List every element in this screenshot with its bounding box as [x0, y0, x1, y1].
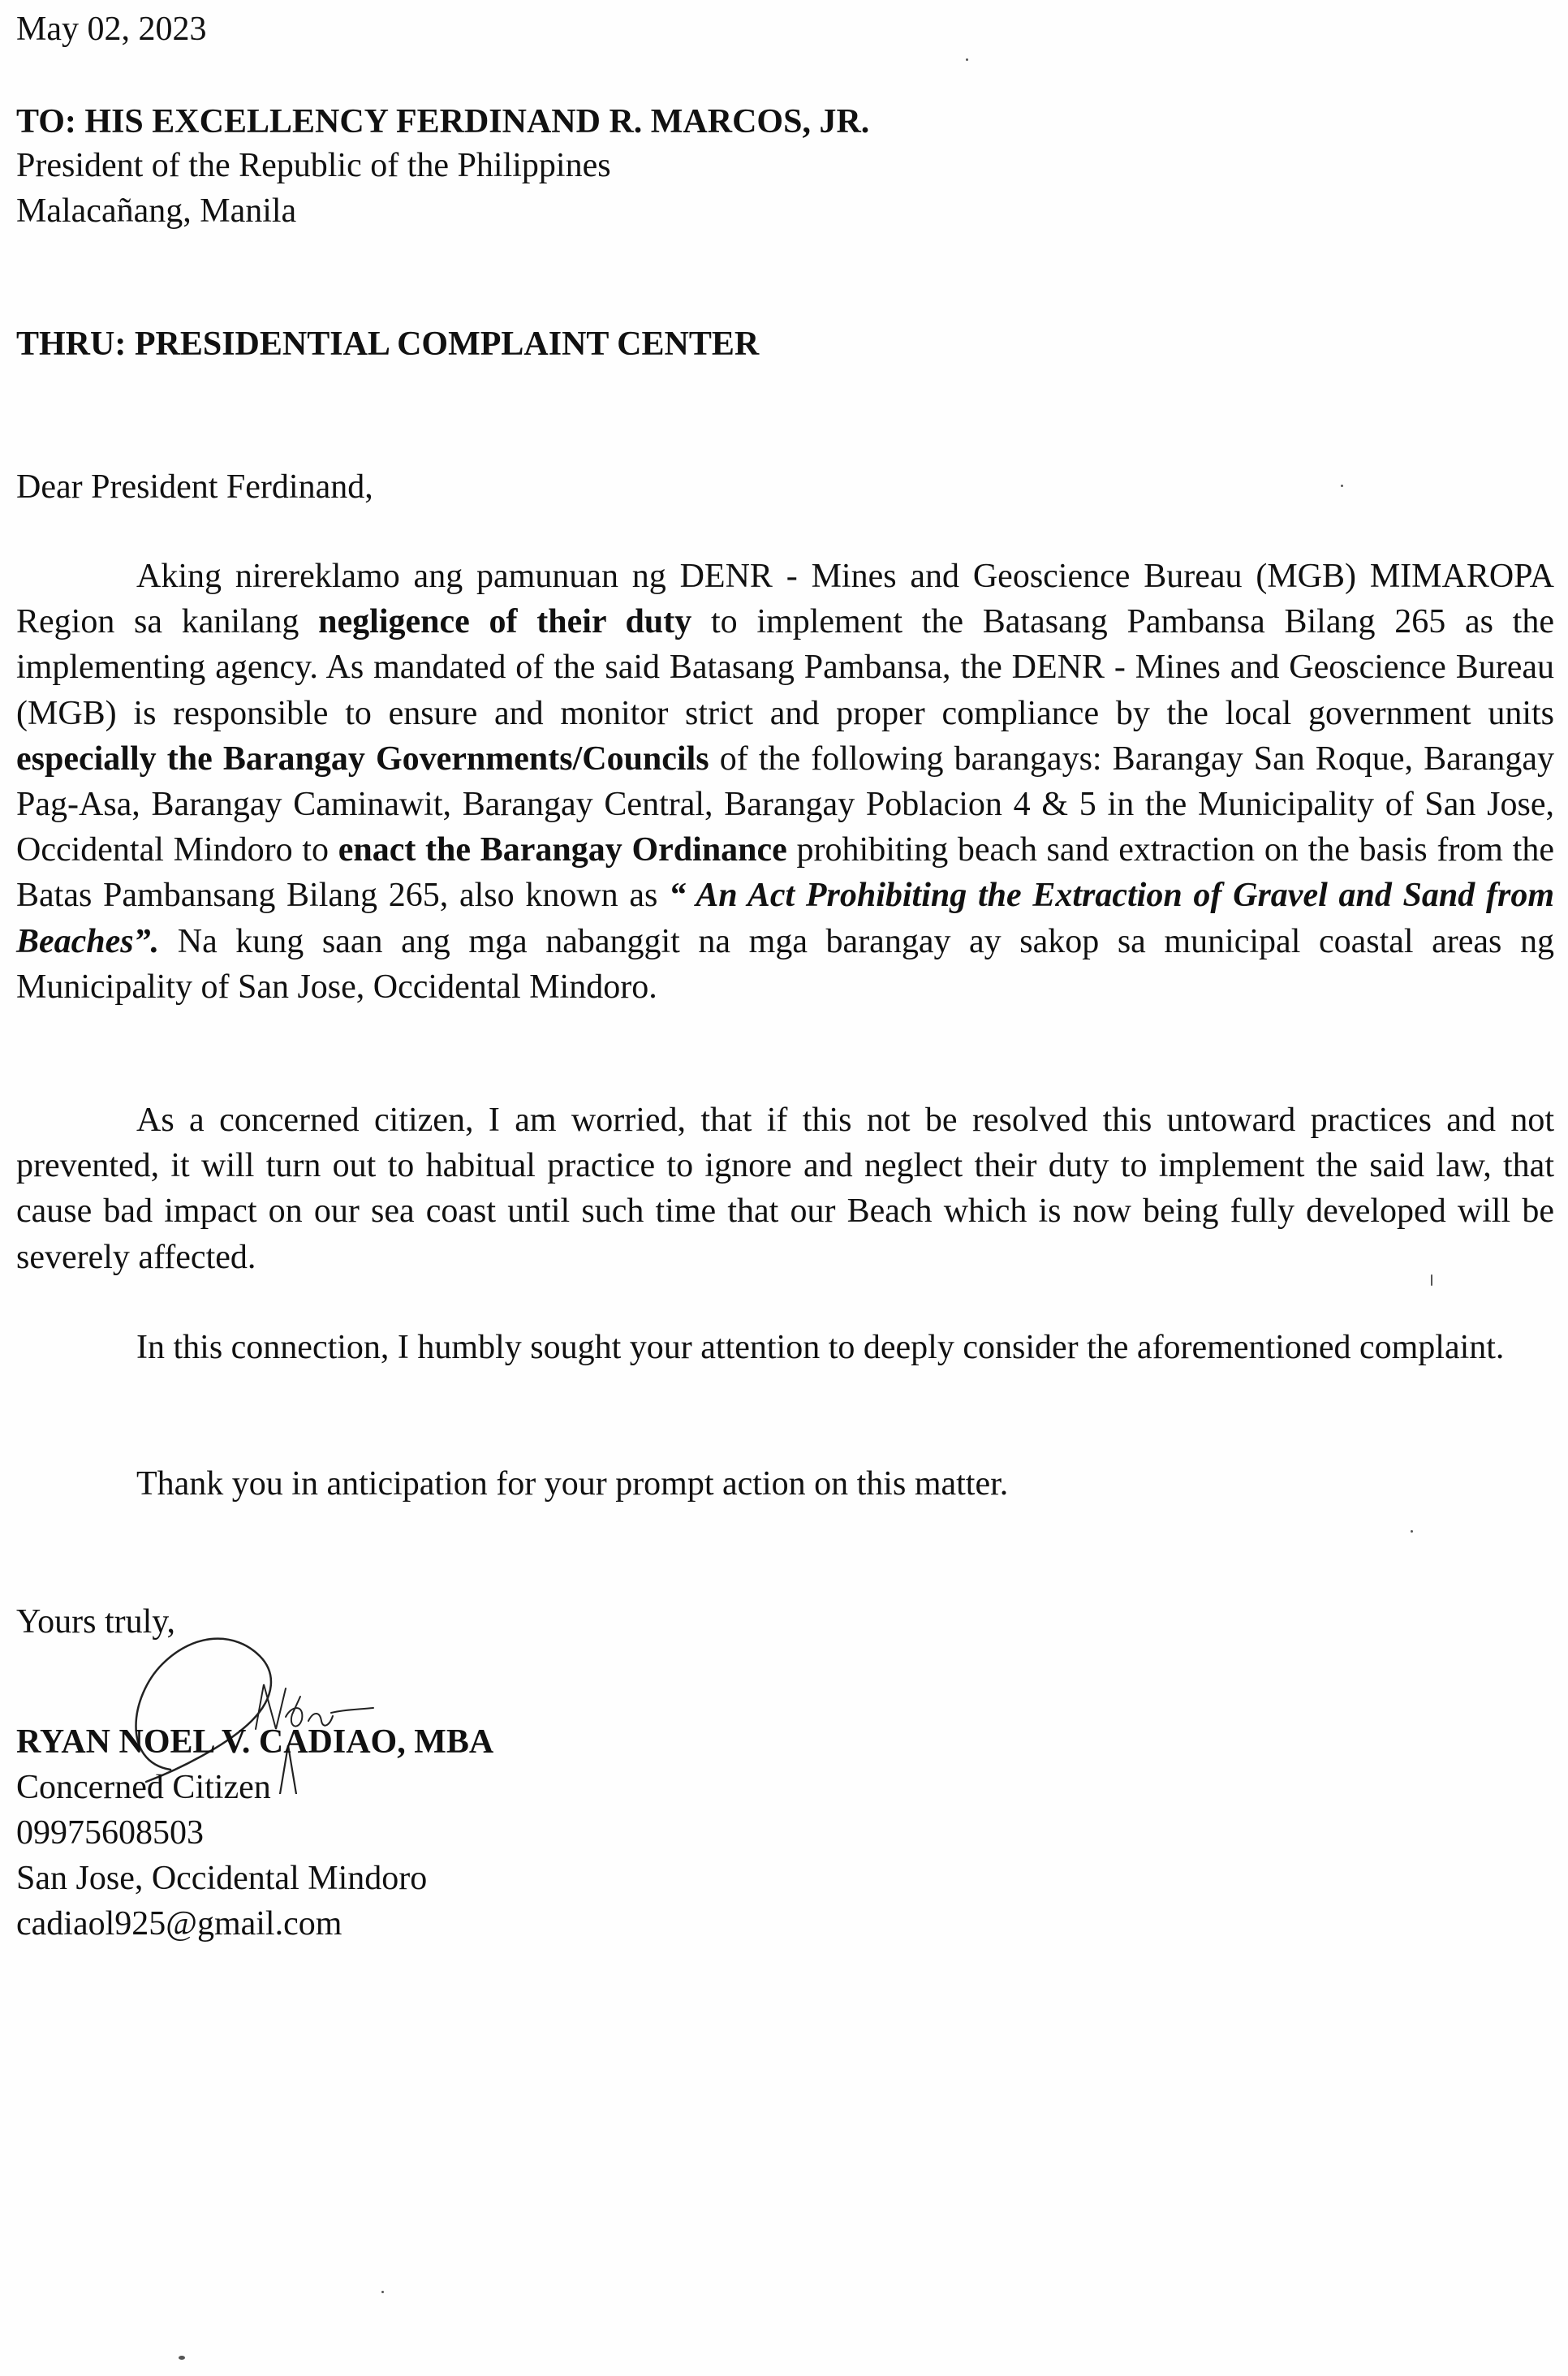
body-paragraph-1 — [16, 554, 1554, 1010]
signer-location: San Jose, Occidental Mindoro — [16, 1860, 428, 1897]
p1-act-title: “ An Act Prohibiting the Extraction of Gravel and Sand from Beaches”. — [16, 877, 1554, 960]
closing: Yours truly, — [16, 1603, 176, 1641]
letter-date: May 02, 2023 — [16, 11, 207, 48]
recipient-line: TO: HIS EXCELLENCY FERDINAND R. MARCOS, JR. — [16, 103, 870, 140]
thru-line: THRU: PRESIDENTIAL COMPLAINT CENTER — [16, 326, 760, 363]
p1-bold-barangay-councils: especially the Barangay Governments/Councils — [16, 740, 709, 778]
scan-speck — [1431, 1274, 1432, 1286]
scan-speck — [1411, 1530, 1413, 1533]
p1-bold-ordinance: enact the Barangay Ordinance — [338, 831, 787, 869]
scan-speck — [179, 2356, 185, 2360]
p1-text-5: Na kung saan ang mga nabanggit na mga barangay ay sakop sa municipal coastal areas ng Municipality of San Jose, Occidental Mindoro. — [16, 922, 1554, 1006]
salutation: Dear President Ferdinand, — [16, 468, 373, 506]
p1-text-3: of the following barangays: Barangay San Roque, Barangay Pag-Asa, Barangay Caminawit, Barangay Central, Barangay Poblacion 4 & 5 in the Municipality of San Jose, Occidental Mindoro to — [16, 740, 1554, 869]
signer-phone: 09975608503 — [16, 1814, 204, 1852]
p1-bold-negligence: negligence of their duty — [318, 603, 692, 641]
p2-text: As a concerned citizen, I am worried, that if this not be resolved this untoward practices and not prevented, it will turn out to habitual practice to ignore and neglect their duty to implement the said law, that cause bad impact on our sea coast until such time that our Beach which is now being fully developed will be severely affected. — [16, 1102, 1554, 1276]
recipient-address: Malacañang, Manila — [16, 192, 297, 230]
p1-text-2: to implement the Batasang Pambansa Bilang 265 as the implementing agency. As mandated of the said Batasang Pambansa, the DENR - Mines and Geoscience Bureau (MGB) is responsible to ensure and monitor strict and proper compliance by the local government units — [16, 603, 1554, 732]
p4-text: Thank you in anticipation for your prompt action on this matter. — [136, 1465, 1009, 1503]
body-paragraph-2 — [16, 1097, 1554, 1280]
signer-role: Concerned Citizen — [16, 1769, 271, 1806]
scan-speck — [381, 2291, 384, 2293]
signer-email: cadiaol925@gmail.com — [16, 1905, 342, 1943]
p3-text: In this connection, I humbly sought your attention to deeply consider the aforementioned complaint. — [136, 1329, 1505, 1366]
body-paragraph-3 — [16, 1325, 1554, 1370]
scan-speck — [966, 58, 968, 61]
p1-text-1: Aking nirereklamo ang pamunuan ng DENR - Mines and Geoscience Bureau (MGB) MIMAROPA Region sa kanilang — [16, 558, 1554, 641]
scan-speck — [1341, 485, 1343, 487]
recipient-title: President of the Republic of the Philippines — [16, 147, 611, 184]
body-paragraph-4 — [16, 1461, 1554, 1507]
p1-text-4: prohibiting beach sand extraction on the basis from the Batas Pambansang Bilang 265, also known as — [16, 831, 1554, 915]
signer-name: RYAN NOEL V. CADIAO, MBA — [16, 1723, 494, 1761]
